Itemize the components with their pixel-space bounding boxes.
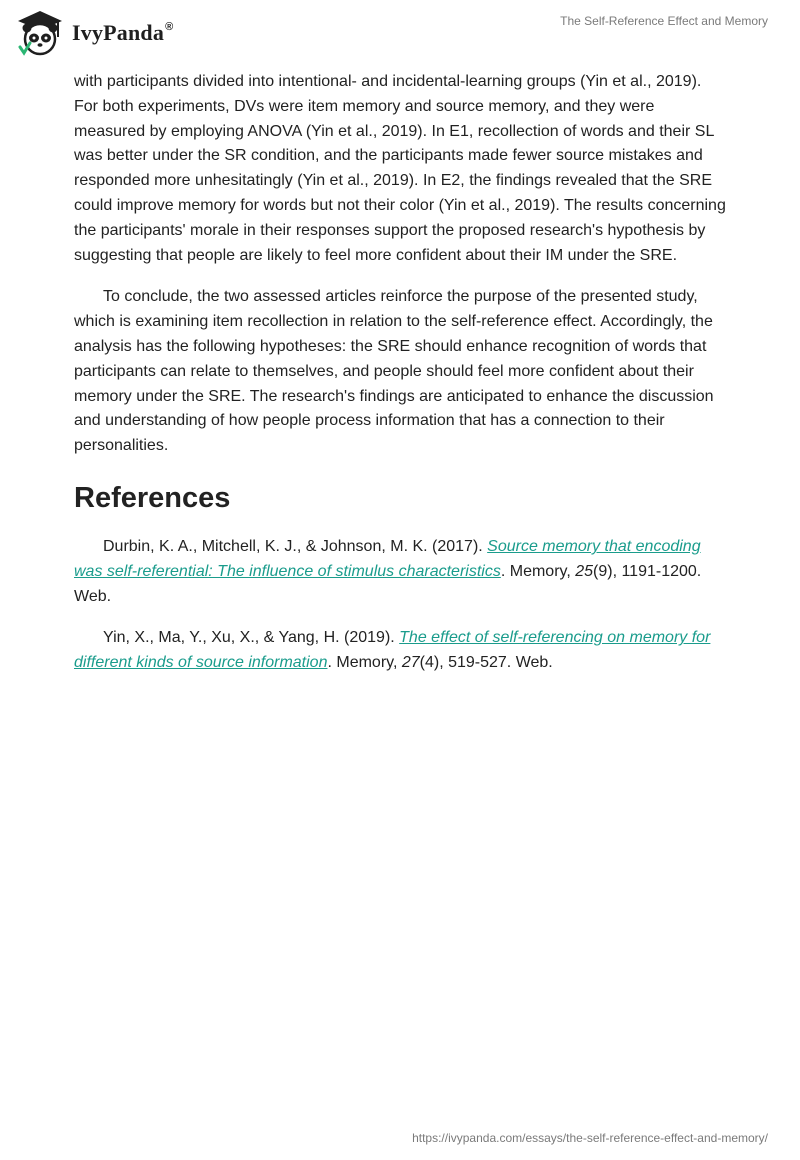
panda-graduate-icon: [14, 9, 66, 57]
reference-authors: Yin, X., Ma, Y., Xu, X., & Yang, H. (2019).: [103, 629, 400, 647]
reference-volume: 27: [401, 654, 420, 672]
reference-authors: Durbin, K. A., Mitchell, K. J., & Johnson, M. K. (2017).: [103, 537, 488, 555]
reference-item: Yin, X., Ma, Y., Xu, X., & Yang, H. (2019). The effect of self-referencing on memory for different kinds of source information. Memory, 27(4), 519-527. Web.: [74, 629, 711, 672]
body-paragraph: To conclude, the two assessed articles reinforce the purpose of the presented study, which is examining item recollection in relation to the self-reference effect. Accordingly, the analysis has the following hypotheses: the SRE should enhance recognition of words that participants can relate to themselves, and people should feel more confident about their memory under the SRE. The research's findings are anticipated to enhance the discussion and understanding of how people process information that has a connection to their personalities.: [74, 288, 714, 455]
body-paragraph: with participants divided into intentional- and incidental-learning groups (Yin et al., 2019). For both experiments, DVs were item memory and source memory, and they were measured by employing ANOVA (Yin et al., 2019). In E1, recollection of words and their SL was better under the SR condition, and the participants made fewer source mistakes and responded more unhesitatingly (Yin et al., 2019). In E2, the findings revealed that the SRE could improve memory for words but not their color (Yin et al., 2019). The results concerning the participants' morale in their responses support the proposed research's hypothesis by suggesting that people are likely to feel more confident about their IM under the SRE.: [74, 73, 726, 264]
document-title: The Self-Reference Effect and Memory: [560, 14, 768, 28]
reference-link[interactable]: Source memory that encoding was self-referential: The influence of stimulus characteristics: [74, 537, 701, 580]
reference-volume: 25: [575, 562, 594, 580]
essay-content: [74, 70, 726, 676]
reference-link[interactable]: The effect of self-referencing on memory for different kinds of source information: [74, 629, 711, 672]
references-heading: References: [74, 481, 231, 514]
reference-item: Durbin, K. A., Mitchell, K. J., & Johnson, M. K. (2017). Source memory that encoding was self-referential: The influence of stimulus characteristics. Memory, 25(9), 1191-1200. Web.: [74, 537, 702, 605]
site-logo[interactable]: [14, 8, 173, 58]
source-url[interactable]: https://ivypanda.com/essays/the-self-reference-effect-and-memory/: [412, 1131, 768, 1145]
logo-wordmark: IvyPanda®: [72, 20, 174, 45]
